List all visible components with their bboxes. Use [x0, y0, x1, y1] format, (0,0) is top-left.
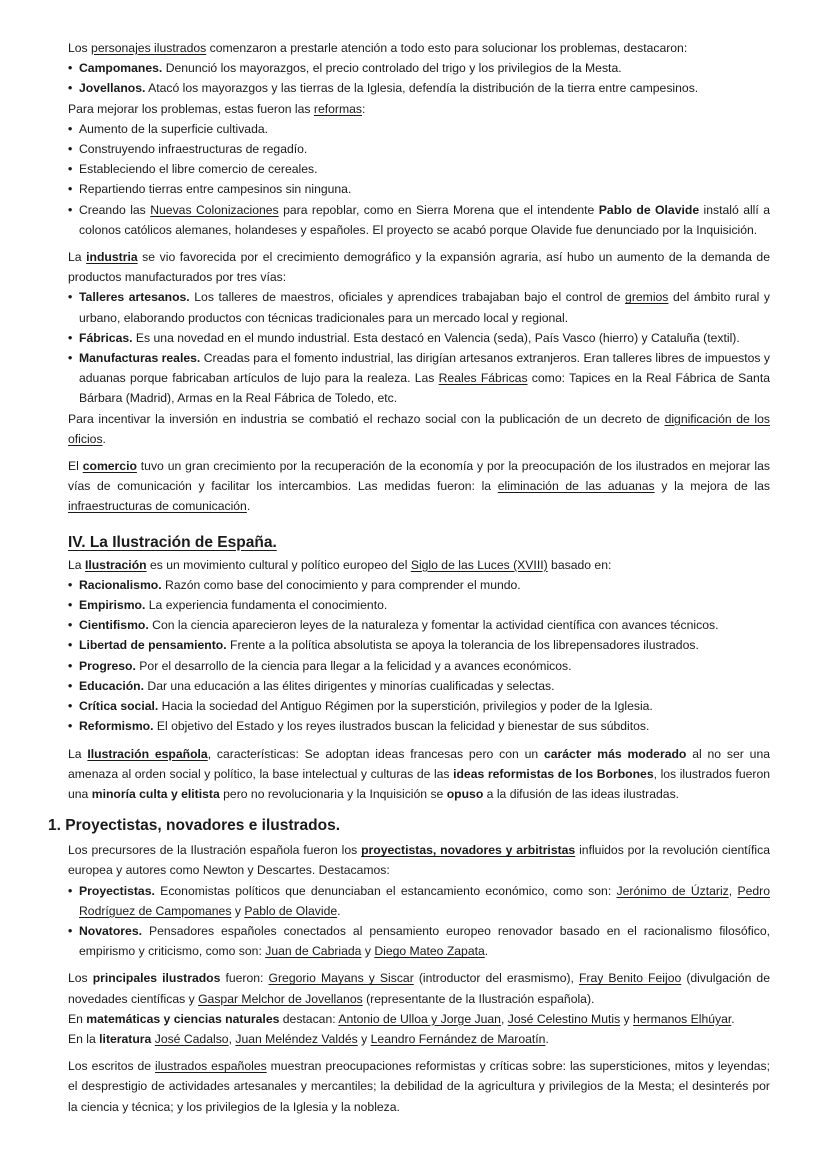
reformas-intro: Para mejorar los problemas, estas fueron las reformas: — [68, 101, 366, 116]
section-heading-ilustracion: IV. La Ilustración de España. — [68, 533, 277, 551]
principio-item: • Libertad de pensamiento. Frente a la política absolutista se apoya la tolerancia de los librepensadores ilustrados. — [68, 635, 770, 655]
principio-item: • Educación. Dar una educación a las élites dirigentes y minorías cualificadas y selectas. — [68, 676, 770, 696]
document-page — [48, 38, 771, 1117]
ilustracion-espanola-paragraph: La Ilustración española, características: Se adoptan ideas francesas pero con un carácter más moderado al no ser una amenaza al orden social y político, la base intelectual y culturas de las ideas reformistas de los Borbones, los ilustrados fueron una minoría culta y elitista pero no revolucionaria y la Inquisición se opuso a la difusión de las ideas ilustradas. — [68, 746, 771, 801]
fabricas-item: • Fábricas. Es una novedad en el mundo industrial. Esta destacó en Valencia (seda), País Vasco (hierro) y Cataluña (textil). — [68, 328, 770, 348]
ilustracion-intro: La Ilustración es un movimiento cultural y político europeo del Siglo de las Luces (XVIII) basado en: — [68, 557, 612, 572]
section-heading-proyectistas: 1. Proyectistas, novadores e ilustrados. — [48, 817, 341, 835]
principio-item: • Empirismo. La experiencia fundamenta el conocimiento. — [68, 595, 770, 615]
reforma-item: • Aumento de la superficie cultivada. — [68, 119, 770, 139]
industria-paragraph: La industria se vio favorecida por el crecimiento demográfico y la expansión agraria, así hubo un aumento de la demanda de productos manufacturados por tres vías: — [68, 250, 770, 285]
principio-item: • Racionalismo. Razón como base del conocimiento y para comprender el mundo. — [68, 575, 770, 595]
principio-item: • Reformismo. El objetivo del Estado y los reyes ilustrados buscan la felicidad y bienestar de sus súbditos. — [68, 716, 770, 736]
ilustrados-intro: Los personajes ilustrados comenzaron a prestarle atención a todo esto para solucionar los problemas, destacaron: — [68, 41, 688, 55]
principales-ilustrados-paragraph: Los principales ilustrados fueron: Gregorio Mayans y Siscar (introductor del erasmismo), Fray Benito Feijoo (divulgación de novedades científicas y Gaspar Melchor de Jovellanos (representante de la Ilustración española). — [68, 971, 770, 1006]
jovellanos-item: • Jovellanos. Atacó los mayorazgos y las tierras de la Iglesia, defendía la distribución de la tierra entre campesinos. — [68, 78, 770, 98]
incentivar-paragraph: Para incentivar la inversión en industria se combatió el rechazo social con la publicación de un decreto de dignificación de los oficios. — [68, 411, 770, 446]
personajes-ilustrados-link: personajes ilustrados — [91, 41, 207, 55]
escritos-paragraph: Los escritos de ilustrados españoles muestran preocupaciones reformistas y críticas sobre: las supersticiones, mitos y leyendas; el desprestigio de actividades artesanales y mercantiles; la debilidad de la agricultura y privilegios de la Mesta; el desinterés por la ciencia y técnica; y los privilegios de la Iglesia y la nobleza. — [68, 1059, 770, 1114]
manufacturas-item: • Manufacturas reales. Creadas para el fomento industrial, las dirigían artesanos extranjeros. Eran talleres libres de impuestos y aduanas porque fabricaban artículos de lujo para la realeza. Las Reales Fábricas como: Tapices en la Real Fábrica de Santa Bárbara (Madrid), Armas en la Real Fábrica de Toledo, etc. — [68, 348, 770, 409]
literatura-paragraph: En la literatura José Cadalso, Juan Meléndez Valdés y Leandro Fernández de Maroatín. — [68, 1031, 549, 1046]
novatores-item: • Novatores. Pensadores españoles conectados al pensamiento europeo renovador basado en el racionalismo filosófico, empirismo y criticismo, como son: Juan de Cabriada y Diego Mateo Zapata. — [68, 921, 770, 961]
reforma-item: • Construyendo infraestructuras de regadío. — [68, 139, 770, 159]
comercio-paragraph: El comercio tuvo un gran crecimiento por la recuperación de la economía y por la preocupación de los ilustrados en mejorar las vías de comunicación y facilitar los intercambios. Las medidas fueron: la eliminación de las aduanas y la mejora de las infraestructuras de comunicación. — [68, 459, 770, 514]
reforma-item: • Repartiendo tierras entre campesinos sin ninguna. — [68, 179, 770, 199]
proyectistas-intro: Los precursores de la Ilustración española fueron los proyectistas, novadores y arbitristas influidos por la revolución científica europea y autores como Newton y Descartes. Destacamos: — [68, 843, 770, 878]
principio-item: • Crítica social. Hacia la sociedad del Antiguo Régimen por la superstición, privilegios y poder de la Iglesia. — [68, 696, 770, 716]
proyectistas-item: • Proyectistas. Economistas políticos que denunciaban el estancamiento económico, como son: Jerónimo de Úztariz, Pedro Rodríguez de Campomanes y Pablo de Olavide. — [68, 881, 770, 921]
principio-item: • Progreso. Por el desarrollo de la ciencia para llegar a la felicidad y a avances económicos. — [68, 656, 770, 676]
campomanes-item: • Campomanes. Denunció los mayorazgos, el precio controlado del trigo y los privilegios de la Mesta. — [68, 58, 770, 78]
reforma-item: • Estableciendo el libre comercio de cereales. — [68, 159, 770, 179]
talleres-item: • Talleres artesanos. Los talleres de maestros, oficiales y aprendices trabajaban bajo el control de gremios del ámbito rural y urbano, elaborando productos con técnicas tradicionales para un mercado local y regional. — [68, 287, 770, 327]
colonizaciones-item: • Creando las Nuevas Colonizaciones para repoblar, como en Sierra Morena que el intendente Pablo de Olavide instaló allí a colonos católicos alemanes, holandeses y españoles. El proyecto se acabó porque Olavide fue denunciado por la Inquisición. — [68, 200, 770, 240]
matematicas-paragraph: En matemáticas y ciencias naturales destacan: Antonio de Ulloa y Jorge Juan, José Celestino Mutis y hermanos Elhúyar. — [68, 1011, 735, 1026]
principio-item: • Cientifismo. Con la ciencia aparecieron leyes de la naturaleza y fomentar la actividad científica con avances técnicos. — [68, 615, 770, 635]
